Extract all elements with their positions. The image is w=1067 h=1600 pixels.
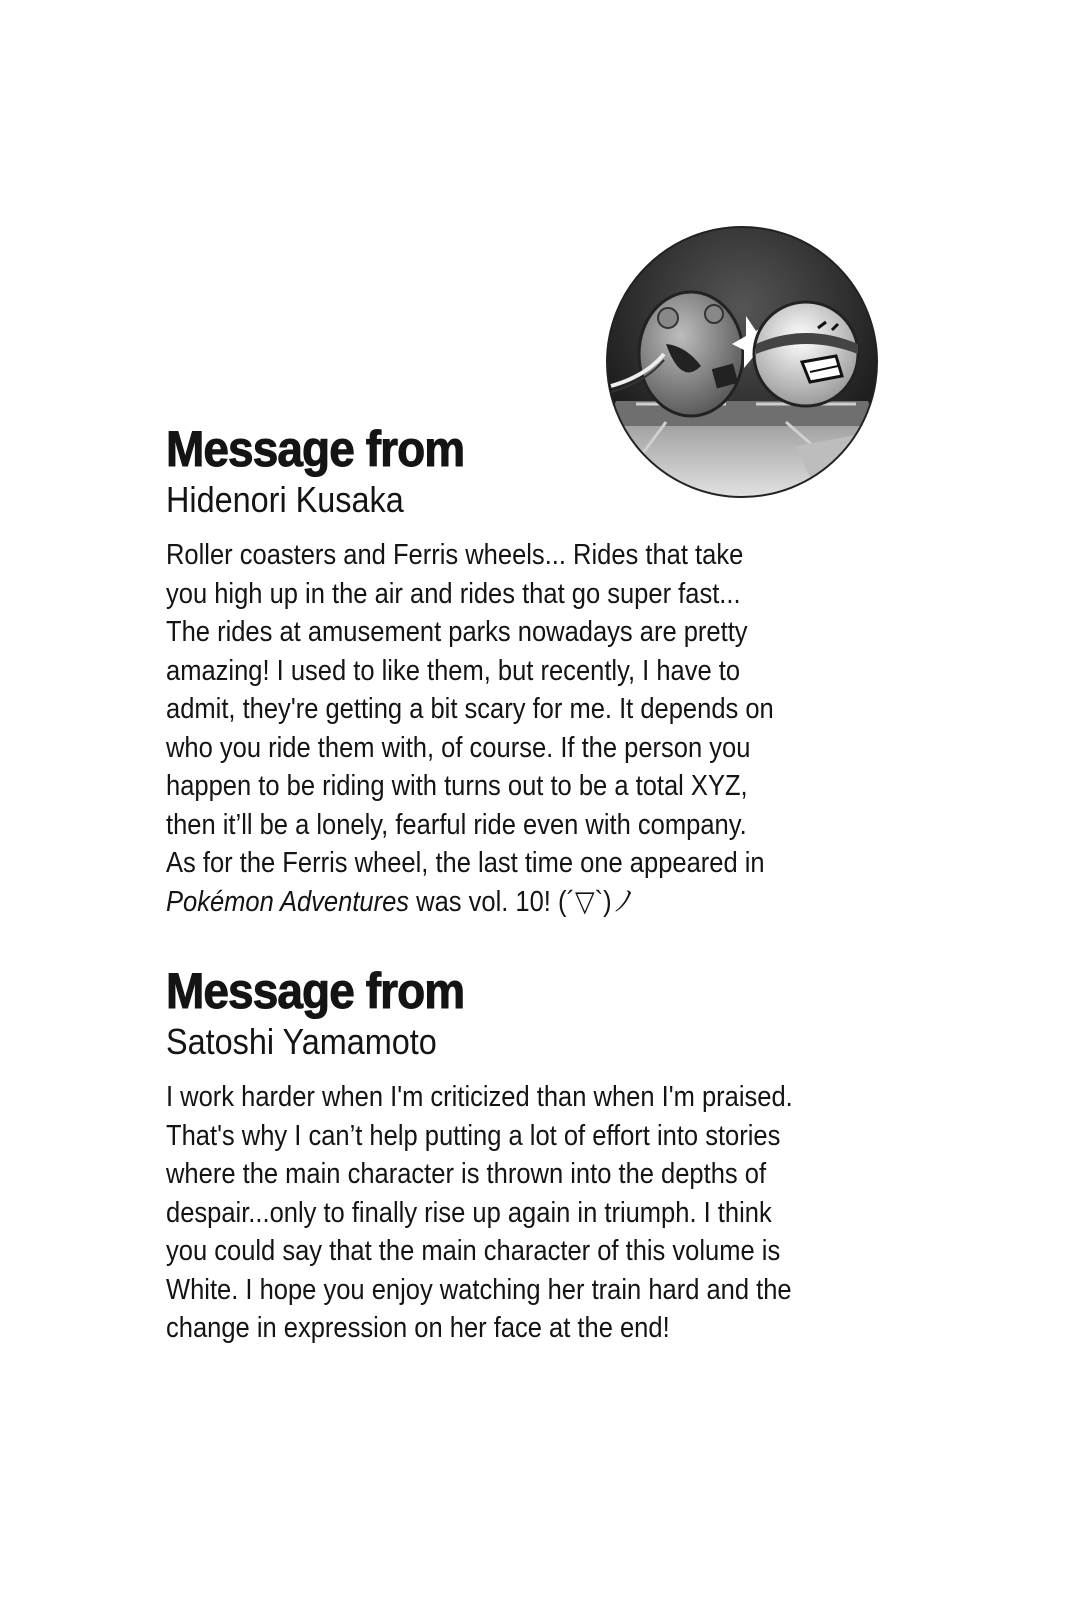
body-line: who you ride them with, of course. If the person you: [166, 731, 751, 764]
message-section-kusaka: [166, 420, 886, 921]
message-heading: Message from: [166, 421, 465, 477]
body-line: where the main character is thrown into the depths of: [166, 1158, 767, 1190]
author-name: Satoshi Yamamoto: [166, 1021, 437, 1062]
body-line: you could say that the main character of this volume is: [166, 1235, 781, 1267]
body-line: White. I hope you enjoy watching her train hard and the: [166, 1273, 792, 1306]
author-name: Hidenori Kusaka: [166, 479, 404, 520]
body-line: you high up in the air and rides that go super fast...: [166, 577, 741, 610]
body-line: Roller coasters and Ferris wheels... Rides that take: [166, 539, 744, 571]
body-line: amazing! I used to like them, but recently, I have to: [166, 654, 741, 687]
message-heading: Message from: [166, 963, 465, 1019]
body-line: The rides at amusement parks nowadays are pretty: [166, 616, 748, 648]
body-line: That's why I can’t help putting a lot of effort into stories: [166, 1119, 781, 1152]
body-line: change in expression on her face at the end!: [166, 1312, 670, 1344]
message-body: [166, 536, 886, 921]
body-line: As for the Ferris wheel, the last time one appeared in: [166, 847, 765, 879]
message-body: [166, 1078, 886, 1348]
body-line: despair...only to finally rise up again in triumph. I think: [166, 1196, 772, 1229]
body-line: admit, they're getting a bit scary for me. It depends on: [166, 693, 774, 725]
body-line-tail: was vol. 10! (´▽`)ノ: [409, 885, 638, 918]
body-line-last: [166, 883, 800, 922]
book-title: Pokémon Adventures: [166, 885, 410, 918]
body-line: then it’ll be a lonely, fearful ride even with company.: [166, 808, 747, 841]
body-line: happen to be riding with turns out to be a total XYZ,: [166, 770, 748, 802]
message-section-yamamoto: [166, 962, 886, 1348]
body-line: I work harder when I'm criticized than when I'm praised.: [166, 1081, 793, 1113]
